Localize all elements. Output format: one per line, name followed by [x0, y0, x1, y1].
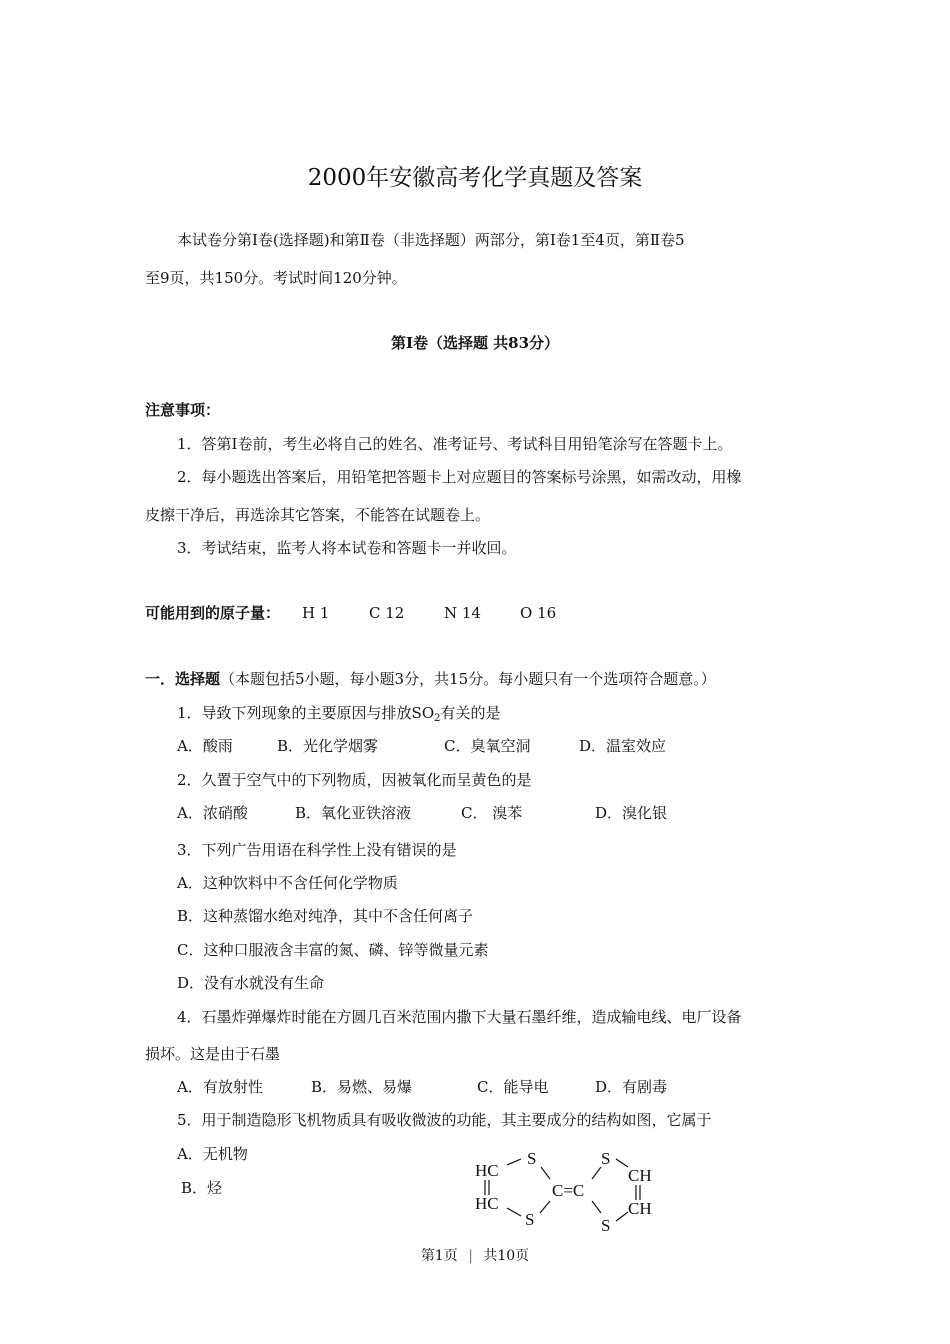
- question-3-option-a: A．这种饮料中不含任何化学物质: [177, 874, 398, 892]
- atomic-mass-n: N 14: [444, 604, 481, 622]
- question-1-option-d: D．温室效应: [579, 737, 667, 755]
- label-s-left-bottom: S: [525, 1210, 535, 1229]
- question-2-options: [177, 803, 668, 823]
- footer-separator: |: [468, 1248, 473, 1264]
- intro-line-2: 至9页，共150分。考试时间120分钟。: [145, 269, 407, 287]
- question-4-stem-line-2: 损坏。这是由于石墨: [145, 1045, 281, 1063]
- footer-total: 共10页: [483, 1248, 530, 1264]
- question-4-options: [177, 1077, 668, 1097]
- atomic-mass-c: C 12: [369, 604, 405, 622]
- question-4-option-d: D．有剧毒: [595, 1078, 668, 1096]
- label-ch-top: CH: [628, 1166, 652, 1185]
- label-s-left-top: S: [527, 1149, 537, 1168]
- part1-header: [145, 669, 716, 689]
- question-2-option-c: C． 溴苯: [461, 804, 523, 822]
- part1-heading: 一．选择题: [145, 670, 221, 688]
- question-5-option-a: A．无机物: [177, 1145, 248, 1163]
- page-title: 2000年安徽高考化学真题及答案: [307, 165, 643, 191]
- question-1-stem-a: 1．导致下列现象的主要原因与排放SO: [177, 704, 435, 722]
- bond-c-s-top-right: [592, 1167, 601, 1179]
- bond-s-c-top-left: [541, 1167, 550, 1179]
- atomic-mass-o: O 16: [520, 604, 557, 622]
- question-5-stem: 5．用于制造隐形飞机物质具有吸收微波的功能，其主要成分的结构如图，它属于: [177, 1111, 712, 1129]
- question-1-stem: [177, 703, 501, 723]
- question-3-stem: 3．下列广告用语在科学性上没有错误的是: [177, 841, 457, 859]
- notice-item-1: 1．答第Ⅰ卷前，考生必将自己的姓名、准考证号、考试科目用铅笔涂写在答题卡上。: [177, 435, 733, 453]
- atomic-masses-label: 可能用到的原子量：: [145, 604, 281, 622]
- question-2-option-d: D．溴化银: [595, 804, 668, 822]
- atomic-masses-row: [145, 603, 557, 623]
- label-s-right-top: S: [601, 1149, 611, 1168]
- bond-s-ch-bottom: [616, 1212, 628, 1221]
- atomic-mass-h: H 1: [302, 604, 330, 622]
- question-4-option-c: C．能导电: [477, 1078, 549, 1096]
- label-hc-bottom: HC: [475, 1194, 499, 1213]
- label-ch-bottom: CH: [628, 1199, 652, 1218]
- question-3-option-d: D．没有水就没有生命: [177, 974, 325, 992]
- question-3-option-c: C．这种口服液含丰富的氮、磷、锌等微量元素: [177, 941, 489, 959]
- part1-desc: （本题包括5小题，每小题3分，共15分。每小题只有一个选项符合题意。）: [220, 670, 716, 688]
- question-1-option-c: C．臭氧空洞: [444, 737, 531, 755]
- question-2-option-b: B．氧化亚铁溶液: [295, 804, 412, 822]
- question-5-option-b: B．烃: [181, 1179, 223, 1197]
- question-1-options: [177, 736, 667, 756]
- notice-item-3: 3．考试结束，监考人将本试卷和答题卡一并收回。: [177, 539, 517, 557]
- label-s-right-bottom: S: [601, 1216, 611, 1235]
- footer-page: 第1页: [420, 1248, 458, 1264]
- notice-item-2-line-2: 皮擦干净后，再选涂其它答案，不能答在试题卷上。: [145, 506, 491, 524]
- bond-hc-s-top: [507, 1159, 521, 1165]
- bond-s-ch-top: [616, 1159, 628, 1167]
- page-footer: [0, 1246, 950, 1266]
- label-center-cc: C=C: [552, 1181, 585, 1200]
- question-4-option-b: B．易燃、易爆: [311, 1078, 413, 1096]
- notice-item-2-line-1: 2．每小题选出答案后，用铅笔把答题卡上对应题目的答案标号涂黑，如需改动，用橡: [177, 468, 742, 486]
- question-1-subscript: 2: [434, 713, 441, 724]
- question-4-option-a: A．有放射性: [177, 1078, 263, 1096]
- question-4-stem-line-1: 4．石墨炸弹爆炸时能在方圆几百米范围内撒下大量石墨纤维，造成输电线、电厂设备: [177, 1008, 742, 1026]
- intro-line-1: 本试卷分第Ⅰ卷(选择题)和第Ⅱ卷（非选择题）两部分，第Ⅰ卷1至4页，第Ⅱ卷5: [177, 231, 685, 249]
- bond-hc-s-bottom: [507, 1208, 521, 1216]
- question-2-stem: 2．久置于空气中的下列物质，因被氧化而呈黄色的是: [177, 771, 532, 789]
- question-1-option-b: B．光化学烟雾: [277, 737, 379, 755]
- notice-heading: 注意事项：: [145, 401, 221, 419]
- label-hc-top: HC: [475, 1161, 499, 1180]
- bond-c-s-bottom-right: [592, 1201, 601, 1213]
- section-title: 第Ⅰ卷（选择题 共83分）: [390, 334, 560, 352]
- question-3-option-b: B．这种蒸馏水绝对纯净，其中不含任何离子: [177, 907, 474, 925]
- question-1-stem-b: 有关的是: [440, 704, 501, 722]
- question-1-option-a: A．酸雨: [177, 737, 233, 755]
- bond-s-c-bottom-left: [540, 1201, 550, 1213]
- molecule-structure-diagram: [470, 1145, 670, 1237]
- question-2-option-a: A．浓硝酸: [177, 804, 248, 822]
